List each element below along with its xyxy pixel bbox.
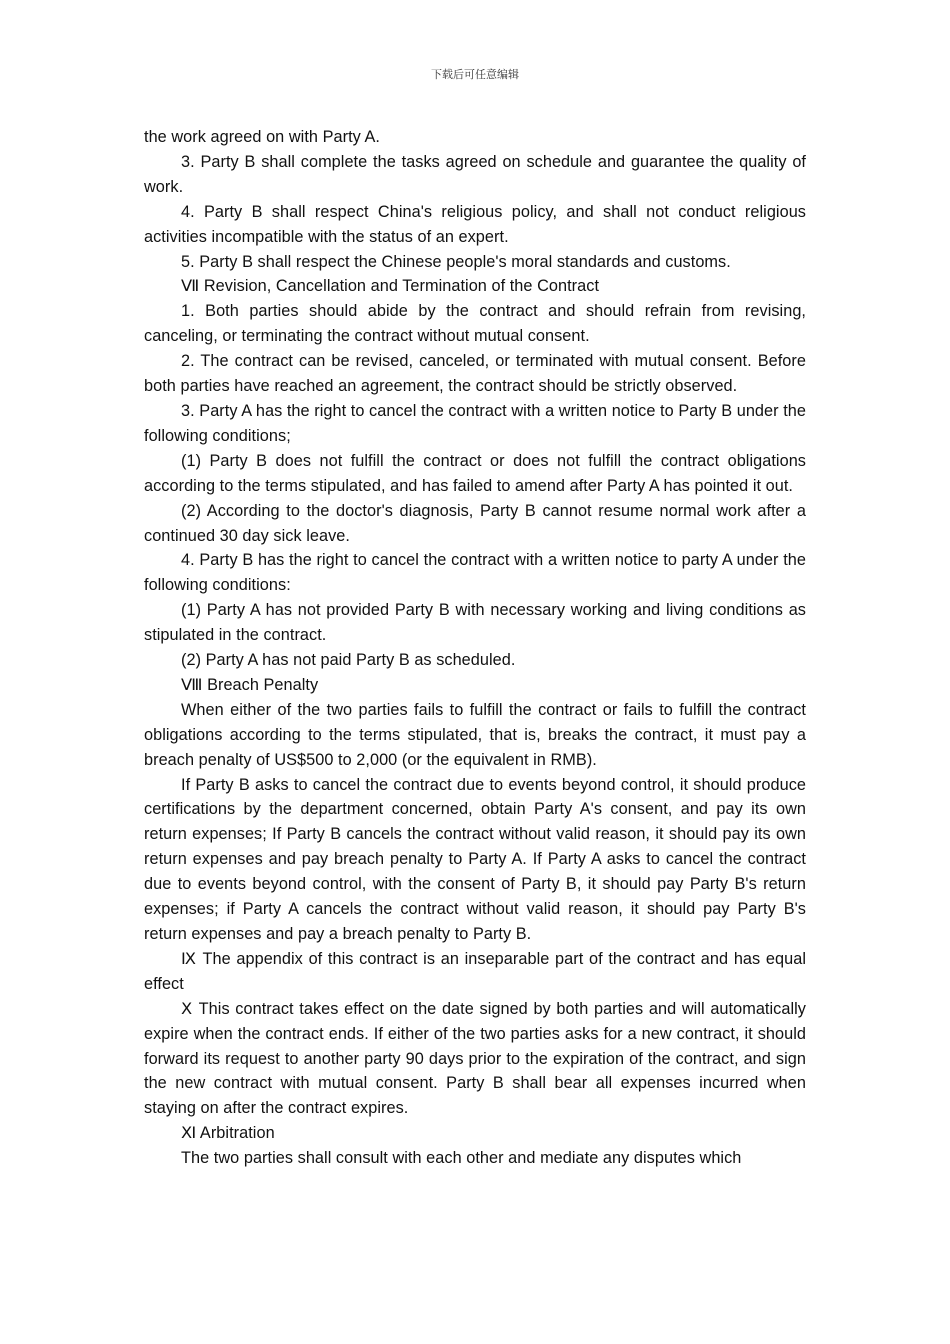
paragraph: 4. Party B has the right to cancel the contract with a written notice to party A under the following conditions: bbox=[144, 551, 806, 595]
paragraph: The two parties shall consult with each other and mediate any disputes which bbox=[181, 1149, 742, 1168]
section-heading: Ⅹ This contract takes effect on the date signed by both parties and will automatically expire when the contract ends. If either of the two parties asks for a new contract, it should forward its request to another party 90 days prior to the expiration of the contract, and sign the new contract with mutual consent. Party B shall bear all expenses incurred when staying on after the contract expires. bbox=[144, 999, 806, 1118]
paragraph: the work agreed on with Party A. bbox=[144, 128, 380, 146]
page-header: 下载后可任意编辑 bbox=[431, 68, 519, 81]
paragraph: 3. Party A has the right to cancel the contract with a written notice to Party B under the following conditions; bbox=[144, 401, 806, 445]
document-body bbox=[144, 125, 806, 1171]
paragraph: (1) Party B does not fulfill the contract or does not fulfill the contract obligations according to the terms stipulated, and has failed to amend after Party A has pointed it out. bbox=[144, 451, 806, 495]
paragraph: 3. Party B shall complete the tasks agreed on schedule and guarantee the quality of work. bbox=[144, 152, 806, 196]
paragraph: 1. Both parties should abide by the contract and should refrain from revising, canceling, or terminating the contract without mutual consent. bbox=[144, 302, 806, 346]
paragraph: 5. Party B shall respect the Chinese people's moral standards and customs. bbox=[181, 252, 731, 271]
paragraph: If Party B asks to cancel the contract due to events beyond control, it should produce certifications by the department concerned, obtain Party A's consent, and pay its own return expenses; If Party B cancels the contract without valid reason, it should pay its own return expenses and pay breach penalty to Party A. If Party A asks to cancel the contract due to events beyond control, with the consent of Party B, it should pay Party B's return expenses; if Party A cancels the contract without valid reason, it should pay Party B's return expenses and pay a breach penalty to Party B. bbox=[144, 775, 806, 943]
section-heading: Ⅸ The appendix of this contract is an inseparable part of the contract and has equal effect bbox=[144, 949, 806, 993]
section-heading: Ⅶ Revision, Cancellation and Termination of the Contract bbox=[181, 277, 600, 296]
section-heading: Ⅷ Breach Penalty bbox=[181, 675, 319, 694]
paragraph: 2. The contract can be revised, canceled, or terminated with mutual consent. Before both parties have reached an agreement, the contract should be strictly observed. bbox=[144, 352, 806, 396]
section-heading: Ⅺ Arbitration bbox=[181, 1124, 275, 1143]
paragraph: 4. Party B shall respect China's religious policy, and shall not conduct religious activities incompatible with the status of an expert. bbox=[144, 202, 806, 246]
paragraph: (2) According to the doctor's diagnosis, Party B cannot resume normal work after a continued 30 day sick leave. bbox=[144, 501, 806, 545]
paragraph: When either of the two parties fails to fulfill the contract or fails to fulfill the contract obligations according to the terms stipulated, that is, breaks the contract, it must pay a breach penalty of US$500 to 2,000 (or the equivalent in RMB). bbox=[144, 700, 806, 769]
paragraph: (1) Party A has not provided Party B with necessary working and living conditions as stipulated in the contract. bbox=[144, 601, 806, 645]
paragraph: (2) Party A has not paid Party B as scheduled. bbox=[181, 651, 516, 670]
